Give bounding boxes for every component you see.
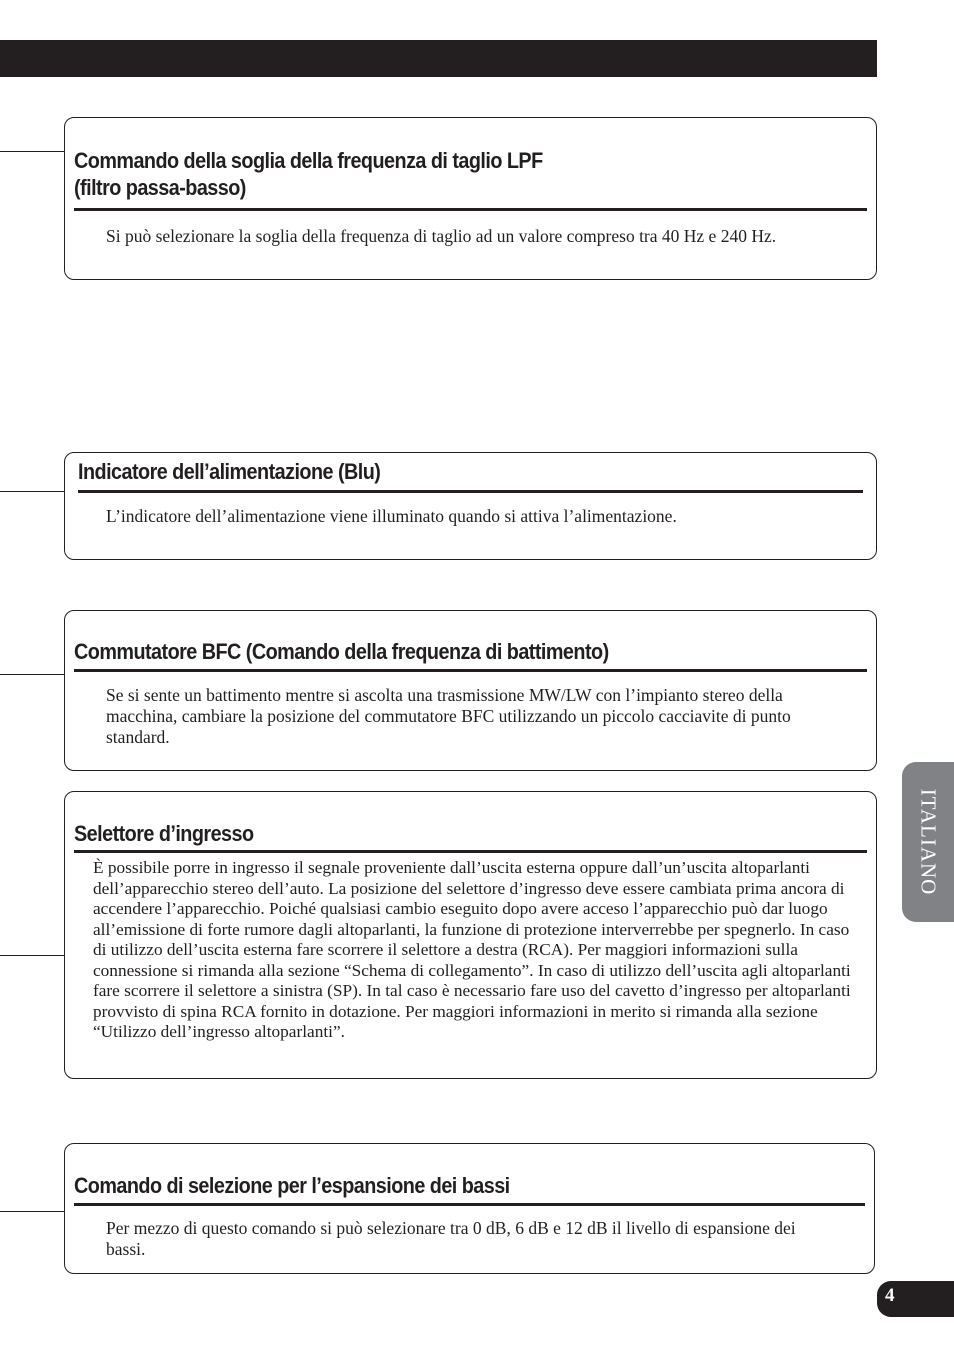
- language-tab-label: ITALIANO: [916, 788, 941, 896]
- language-tab: [902, 762, 954, 922]
- section-lpf: [64, 117, 877, 280]
- section-body: È possibile porre in ingresso il segnale proveniente dall’uscita esterna oppure dall’un’uscita altoparlanti dell’apparecchio stereo dell’auto. La posizione del selettore d’ingresso deve essere cambiata prima ancora di accendere l’apparecchio. Poiché qualsiasi cambio eseguito dopo avere acceso l’apparecchio può dar luogo all’emissione di forte rumore dagli altoparlanti, la funzione di protezione interverrebbe per spegnerlo. In caso di utilizzo dell’uscita esterna fare scorrere il selettore a destra (RCA). Per maggiori informazioni sulla connessione si rimanda alla sezione “Schema di collegamento”. In caso di utilizzo dell’uscita agli altoparlanti fare scorrere il selettore a sinistra (SP). In tal caso è necessario fare uso del cavetto d’ingresso per altoparlanti provvisto di spina RCA fornito in dotazione. Per maggiori informazioni in merito si rimanda alla sezione “Utilizzo dell’ingresso altoparlanti”.: [93, 858, 851, 1041]
- section-title: Commutatore BFC (Comando della frequenza di battimento): [74, 639, 609, 664]
- section-power-indicator: [64, 452, 877, 560]
- title-rule: [74, 1203, 865, 1206]
- title-rule: [74, 850, 867, 853]
- section-title: Comando di selezione per l’espansione dei bassi: [74, 1173, 510, 1198]
- header-bar: [0, 40, 877, 77]
- leader-line: [0, 674, 64, 675]
- section-body: Se si sente un battimento mentre si ascolta una trasmissione MW/LW con l’impianto stereo della macchina, cambiare la posizione del commutatore BFC utilizzando un piccolo cacciavite di punto standard.: [106, 685, 791, 747]
- leader-line: [0, 491, 64, 492]
- leader-line: [0, 151, 64, 152]
- leader-line: [0, 1211, 64, 1212]
- title-rule: [74, 669, 867, 672]
- page-number-tab: [877, 1281, 954, 1317]
- leader-line: [0, 955, 64, 956]
- section-bass-expansion: [64, 1143, 875, 1274]
- section-title: [74, 147, 862, 201]
- section-bfc: [64, 610, 877, 771]
- section-input-selector: [64, 791, 877, 1079]
- section-body: Per mezzo di questo comando si può selezionare tra 0 dB, 6 dB e 12 dB il livello di espansione dei bassi.: [106, 1218, 796, 1259]
- title-line-2: (filtro passa-basso): [74, 175, 246, 200]
- title-rule: [74, 208, 867, 211]
- page-number: 4: [885, 1285, 895, 1306]
- section-title: Indicatore dell’alimentazione (Blu): [78, 459, 381, 484]
- section-body: L’indicatore dell’alimentazione viene illuminato quando si attiva l’alimentazione.: [106, 506, 677, 526]
- title-rule: [78, 490, 863, 493]
- title-line-1: Commando della soglia della frequenza di taglio LPF: [74, 148, 543, 173]
- section-body: Si può selezionare la soglia della frequenza di taglio ad un valore compreso tra 40 Hz e 240 Hz.: [106, 226, 777, 246]
- section-title: Selettore d’ingresso: [74, 821, 254, 846]
